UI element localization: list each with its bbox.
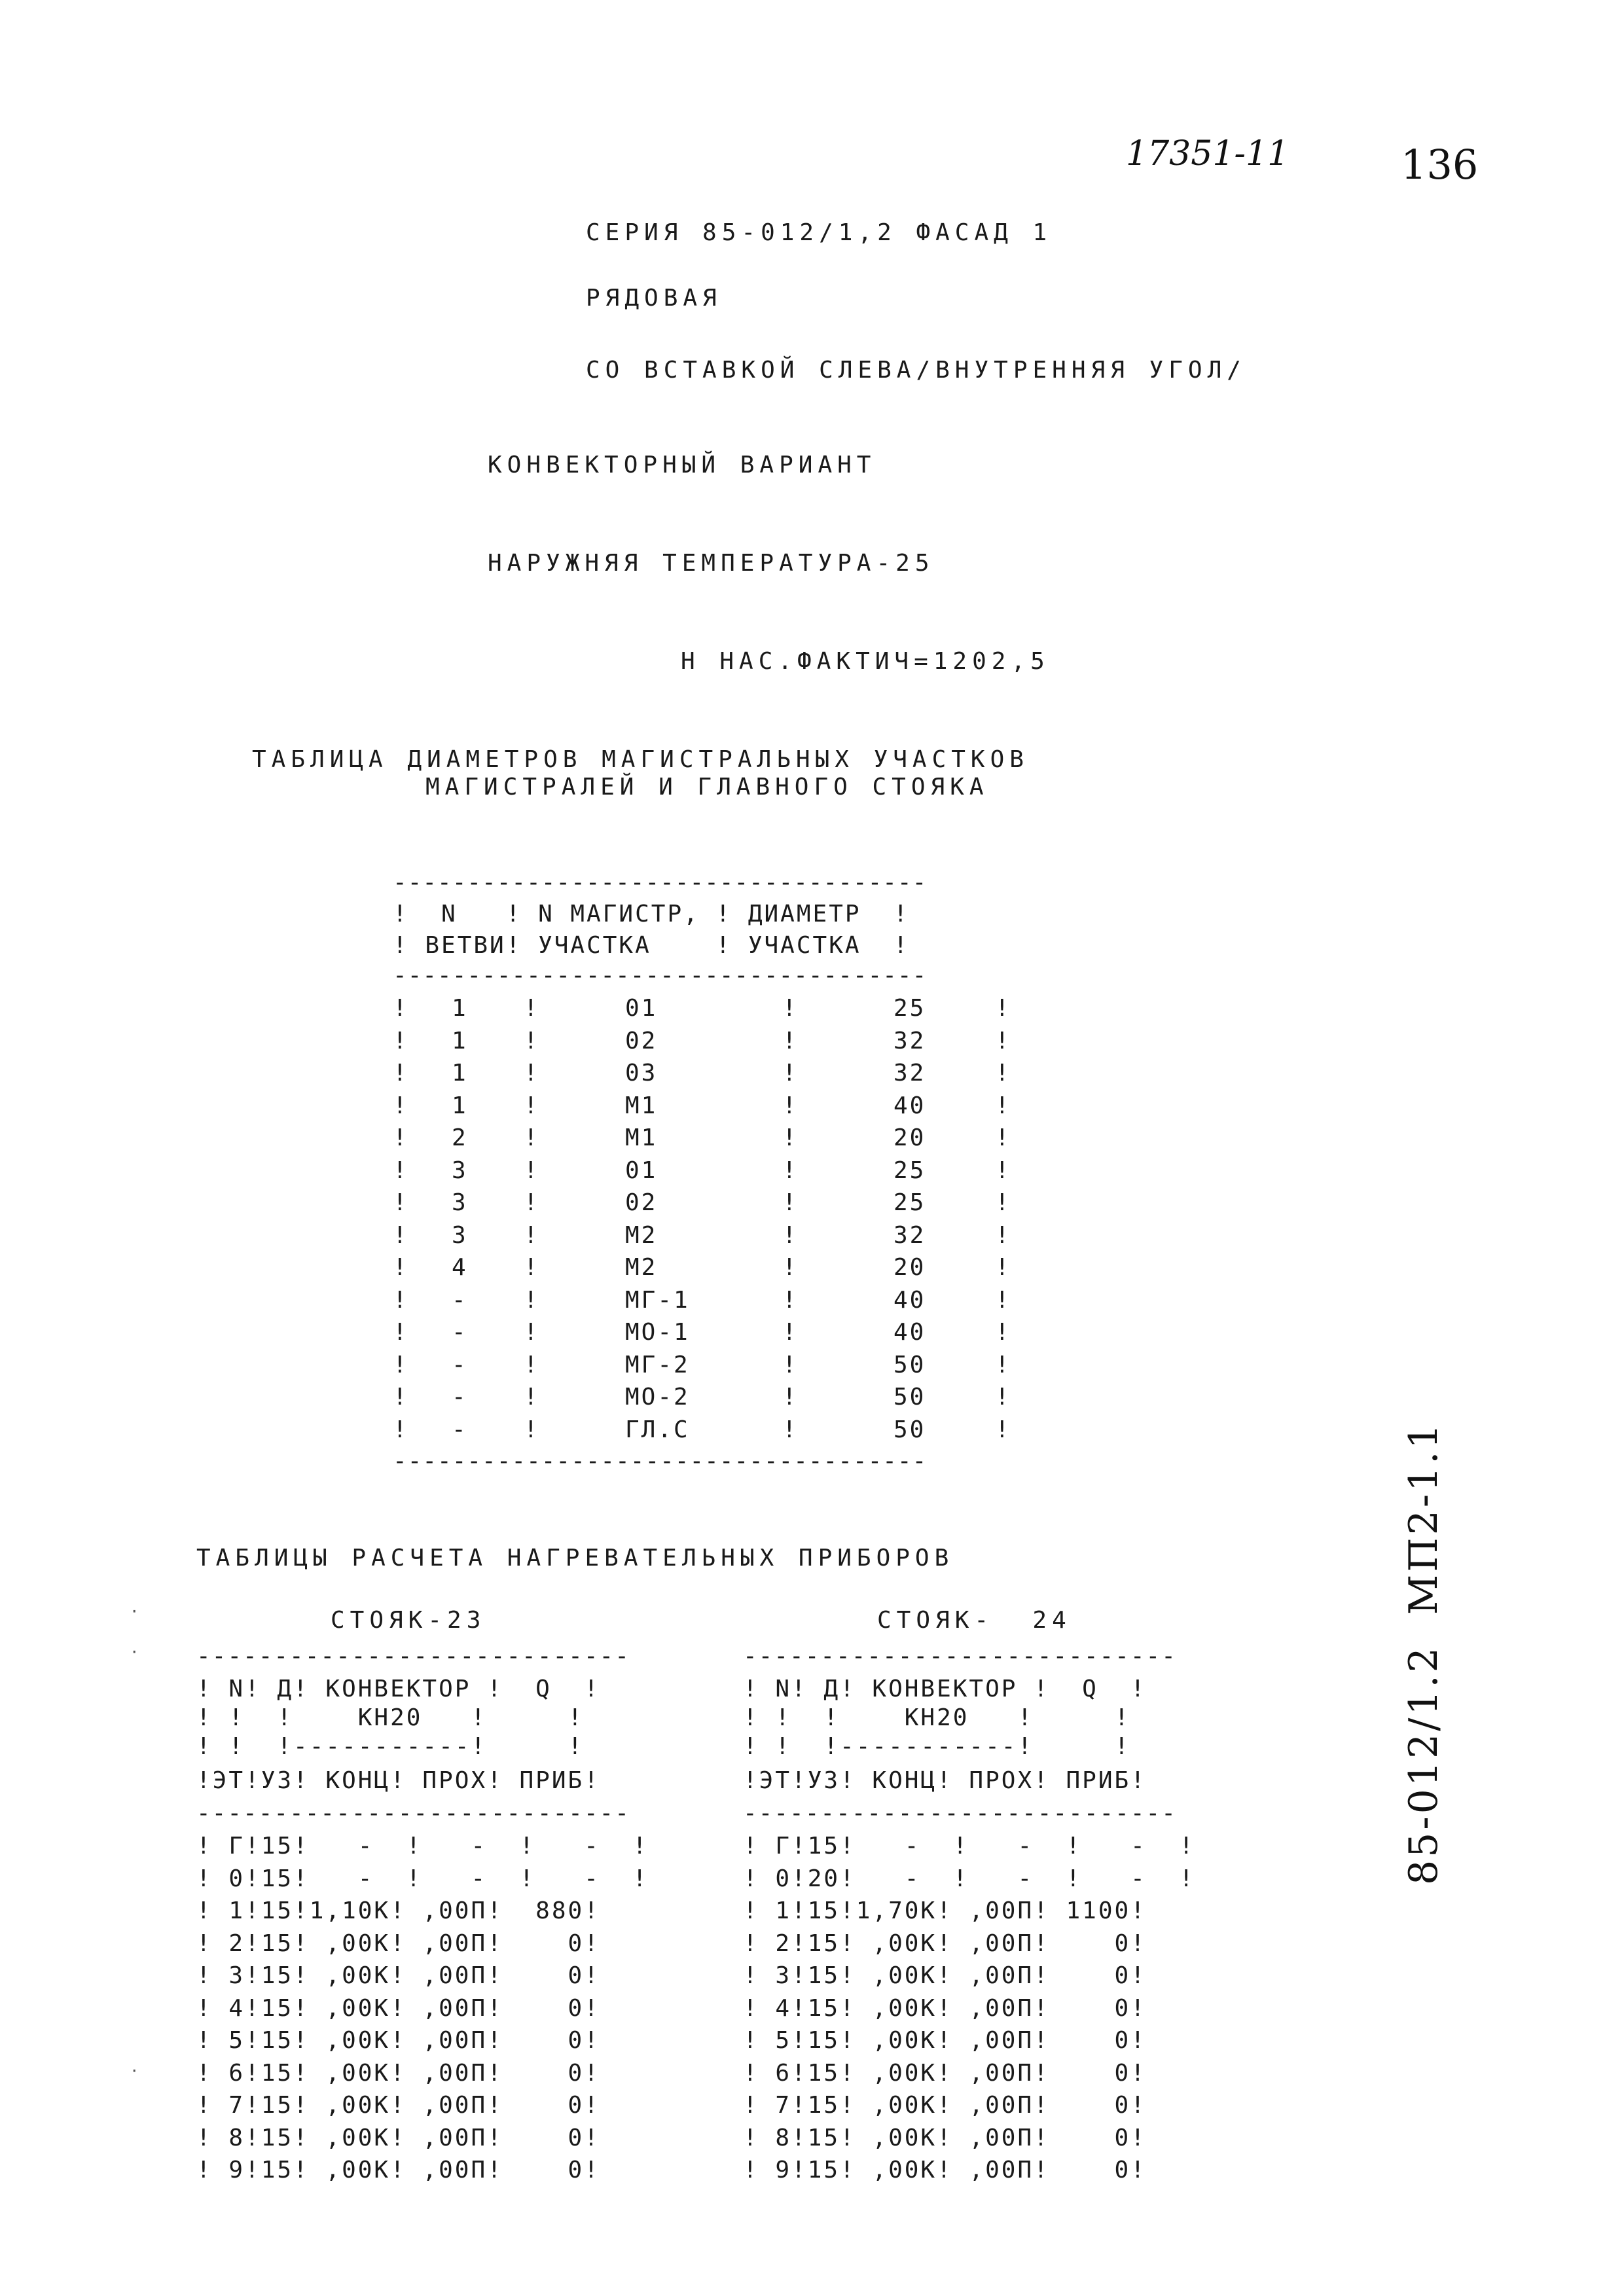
table-border: ! xyxy=(782,1027,799,1054)
branch-number: - xyxy=(452,1319,468,1346)
table-border: ! xyxy=(393,1157,409,1184)
table-rule-mid: ---------------------------- xyxy=(743,1800,1177,1827)
table-border: ! xyxy=(782,1416,799,1443)
diameter-table-rule-top: ------------------------------------ xyxy=(393,869,928,896)
table-border: ! xyxy=(393,1027,409,1054)
table-border: ! xyxy=(393,1384,409,1410)
table-border: ! xyxy=(393,1319,409,1346)
section-diameter: 40 xyxy=(893,1286,926,1314)
section-code: 02 xyxy=(625,1027,658,1054)
table-border: ! xyxy=(995,1124,1011,1151)
table-border: ! xyxy=(782,1286,799,1314)
table-border: ! xyxy=(782,1384,799,1410)
table-border: ! xyxy=(393,1221,409,1249)
table-row: ! 5!15! ,00К! ,00П! 0! xyxy=(196,2027,600,2054)
table-border: ! xyxy=(524,1254,540,1281)
branch-number: 1 xyxy=(452,1027,468,1054)
section-diameter: 32 xyxy=(893,1060,926,1087)
table-border: ! xyxy=(524,1416,540,1443)
branch-number: - xyxy=(452,1286,468,1314)
table-border: ! xyxy=(782,1351,799,1378)
section-diameter: 25 xyxy=(893,995,926,1022)
table-border: ! xyxy=(524,995,540,1022)
table-border: ! xyxy=(782,1060,799,1087)
variant-line: КОНВЕКТОРНЫЙ ВАРИАНТ xyxy=(488,452,876,478)
table-border: ! xyxy=(995,1157,1011,1184)
section-diameter: 50 xyxy=(893,1351,926,1378)
table-row: ! Г!15! - ! - ! - ! xyxy=(743,1833,1195,1859)
table-border: ! xyxy=(995,1254,1011,1281)
table-border: ! xyxy=(995,1384,1011,1410)
table-border: ! xyxy=(782,995,799,1022)
table-border: ! xyxy=(524,1124,540,1151)
table-border: ! xyxy=(393,1286,409,1314)
table-row: ! 9!15! ,00К! ,00П! 0! xyxy=(743,2157,1147,2183)
table-border: ! xyxy=(524,1319,540,1346)
table-border: ! xyxy=(393,1351,409,1378)
table-border: ! xyxy=(524,1092,540,1119)
table-row: ! 7!15! ,00К! ,00П! 0! xyxy=(196,2092,600,2119)
table-border: ! xyxy=(782,1319,799,1346)
section-code: М1 xyxy=(625,1092,658,1119)
section-code: 02 xyxy=(625,1189,658,1216)
table-border: ! xyxy=(782,1157,799,1184)
table-header-1: ! N! Д! КОНВЕКТОР ! Q ! xyxy=(743,1676,1147,1702)
table-border: ! xyxy=(782,1189,799,1216)
heaters-title: ТАБЛИЦЫ РАСЧЕТА НАГРЕВАТЕЛЬНЫХ ПРИБОРОВ xyxy=(196,1545,954,1572)
table-border: ! xyxy=(393,995,409,1022)
diameter-table-rule-bottom: ------------------------------------ xyxy=(393,1448,928,1475)
section-code: 03 xyxy=(625,1060,658,1087)
table-border: ! xyxy=(782,1254,799,1281)
branch-number: 2 xyxy=(452,1124,468,1151)
table-border: ! xyxy=(524,1060,540,1087)
table-row: ! 4!15! ,00К! ,00П! 0! xyxy=(743,1994,1147,2022)
table-border: ! xyxy=(524,1286,540,1314)
section-code: М2 xyxy=(625,1254,658,1281)
table-border: ! xyxy=(393,1189,409,1216)
table-row: ! 3!15! ,00К! ,00П! 0! xyxy=(743,1962,1147,1989)
table-border: ! xyxy=(995,1319,1011,1346)
table-border: ! xyxy=(524,1027,540,1054)
section-diameter: 25 xyxy=(893,1157,926,1184)
table-border: ! xyxy=(393,1416,409,1443)
table-header-3: ! ! !-----------! ! xyxy=(196,1733,585,1760)
section-diameter: 50 xyxy=(893,1384,926,1410)
table-border: ! xyxy=(995,1286,1011,1314)
table-row: ! 3!15! ,00К! ,00П! 0! xyxy=(196,1962,600,1989)
diameter-table-subtitle: МАГИСТРАЛЕЙ И ГЛАВНОГО СТОЯКА xyxy=(425,774,989,800)
series-line: СЕРИЯ 85-012/1,2 ФАСАД 1 xyxy=(586,219,1053,246)
branch-number: - xyxy=(452,1416,468,1443)
section-code: 01 xyxy=(625,995,658,1022)
row-type-line: РЯДОВАЯ xyxy=(586,285,722,312)
table-border: ! xyxy=(995,1189,1011,1216)
diameter-table-title: ТАБЛИЦА ДИАМЕТРОВ МАГИСТРАЛЬНЫХ УЧАСТКОВ xyxy=(252,746,1029,773)
branch-number: - xyxy=(452,1384,468,1410)
table-border: ! xyxy=(995,1092,1011,1119)
insert-line: СО ВСТАВКОЙ СЛЕВА/ВНУТРЕННЯЯ УГОЛ/ xyxy=(586,357,1246,384)
branch-number: 1 xyxy=(452,1060,468,1087)
margin-mark: · xyxy=(130,2062,139,2080)
section-diameter: 32 xyxy=(893,1027,926,1054)
table-border: ! xyxy=(524,1351,540,1378)
section-code: М1 xyxy=(625,1124,658,1151)
table-border: ! xyxy=(393,1060,409,1087)
section-code: МГ-1 xyxy=(625,1286,690,1314)
table-row: ! 7!15! ,00К! ,00П! 0! xyxy=(743,2092,1147,2119)
section-diameter: 20 xyxy=(893,1124,926,1151)
table-row: ! 8!15! ,00К! ,00П! 0! xyxy=(196,2124,600,2151)
table-row: ! 1!15!1,70К! ,00П! 1100! xyxy=(743,1897,1147,1924)
table-row: ! 6!15! ,00К! ,00П! 0! xyxy=(196,2059,600,2087)
table-border: ! xyxy=(524,1157,540,1184)
side-stamp: 85-012/1.2 МП2-1.1 xyxy=(1401,1421,1447,1885)
branch-number: 3 xyxy=(452,1189,468,1216)
table-row: ! 8!15! ,00К! ,00П! 0! xyxy=(743,2124,1147,2151)
section-code: ГЛ.С xyxy=(625,1416,690,1443)
table-border: ! xyxy=(995,995,1011,1022)
table-header-2: ! ! ! КН20 ! ! xyxy=(196,1704,585,1731)
table-rule-mid: ---------------------------- xyxy=(196,1800,630,1827)
table-row: ! 2!15! ,00К! ,00П! 0! xyxy=(743,1930,1147,1957)
table-border: ! xyxy=(995,1221,1011,1249)
section-diameter: 50 xyxy=(893,1416,926,1443)
table-border: ! xyxy=(782,1092,799,1119)
table-rule-top: ---------------------------- xyxy=(196,1643,630,1670)
branch-number: 3 xyxy=(452,1157,468,1184)
section-diameter: 20 xyxy=(893,1254,926,1281)
page-number: 136 xyxy=(1401,141,1479,189)
table-row: ! 5!15! ,00К! ,00П! 0! xyxy=(743,2027,1147,2054)
table-row: ! 4!15! ,00К! ,00П! 0! xyxy=(196,1994,600,2022)
table-row: ! 9!15! ,00К! ,00П! 0! xyxy=(196,2157,600,2183)
table-border: ! xyxy=(393,1092,409,1119)
table-row: ! 6!15! ,00К! ,00П! 0! xyxy=(743,2059,1147,2087)
diameter-table-header-1: ! N ! N МАГИСТР, ! ДИАМЕТР ! xyxy=(393,901,910,927)
table-rule-top: ---------------------------- xyxy=(743,1643,1177,1670)
table-border: ! xyxy=(393,1124,409,1151)
table-row: ! 1!15!1,10К! ,00П! 880! xyxy=(196,1897,600,1924)
branch-number: 1 xyxy=(452,1092,468,1119)
outside-temp-line: НАРУЖНЯЯ ТЕМПЕРАТУРА-25 xyxy=(488,550,935,577)
section-diameter: 40 xyxy=(893,1319,926,1346)
margin-mark: · xyxy=(130,1602,139,1621)
section-diameter: 25 xyxy=(893,1189,926,1216)
table-border: ! xyxy=(995,1060,1011,1087)
section-code: М2 xyxy=(625,1221,658,1249)
branch-number: 4 xyxy=(452,1254,468,1281)
table-border: ! xyxy=(524,1384,540,1410)
table-header-2: ! ! ! КН20 ! ! xyxy=(743,1704,1131,1731)
section-code: МО-2 xyxy=(625,1384,690,1410)
riser-23-title: СТОЯК-23 xyxy=(331,1607,486,1634)
table-border: ! xyxy=(995,1416,1011,1443)
table-row: ! 0!20! - ! - ! - ! xyxy=(743,1865,1195,1892)
branch-number: 1 xyxy=(452,995,468,1022)
diameter-table-header-2: ! ВЕТВИ! УЧАСТКА ! УЧАСТКА ! xyxy=(393,932,910,959)
section-code: МГ-2 xyxy=(625,1351,690,1378)
table-row: ! 2!15! ,00К! ,00П! 0! xyxy=(196,1930,600,1957)
branch-number: 3 xyxy=(452,1221,468,1249)
table-header-1: ! N! Д! КОНВЕКТОР ! Q ! xyxy=(196,1676,600,1702)
riser-24-title: СТОЯК- 24 xyxy=(877,1607,1072,1634)
diameter-table-rule-mid: ------------------------------------ xyxy=(393,962,928,989)
margin-mark: · xyxy=(130,1643,139,1661)
table-border: ! xyxy=(782,1221,799,1249)
section-diameter: 32 xyxy=(893,1221,926,1249)
table-header-4: !ЭТ!УЗ! КОНЦ! ПРОХ! ПРИБ! xyxy=(196,1767,600,1794)
table-row: ! Г!15! - ! - ! - ! xyxy=(196,1833,649,1859)
table-border: ! xyxy=(995,1351,1011,1378)
section-diameter: 40 xyxy=(893,1092,926,1119)
h-actual-line: Н НАС.ФАКТИЧ=1202,5 xyxy=(681,648,1050,675)
table-header-3: ! ! !-----------! ! xyxy=(743,1733,1131,1760)
table-border: ! xyxy=(524,1221,540,1249)
table-row: ! 0!15! - ! - ! - ! xyxy=(196,1865,649,1892)
document-number: 17351-11 xyxy=(1126,134,1290,173)
table-border: ! xyxy=(782,1124,799,1151)
table-border: ! xyxy=(524,1189,540,1216)
table-header-4: !ЭТ!УЗ! КОНЦ! ПРОХ! ПРИБ! xyxy=(743,1767,1147,1794)
branch-number: - xyxy=(452,1351,468,1378)
table-border: ! xyxy=(995,1027,1011,1054)
section-code: 01 xyxy=(625,1157,658,1184)
section-code: МО-1 xyxy=(625,1319,690,1346)
table-border: ! xyxy=(393,1254,409,1281)
